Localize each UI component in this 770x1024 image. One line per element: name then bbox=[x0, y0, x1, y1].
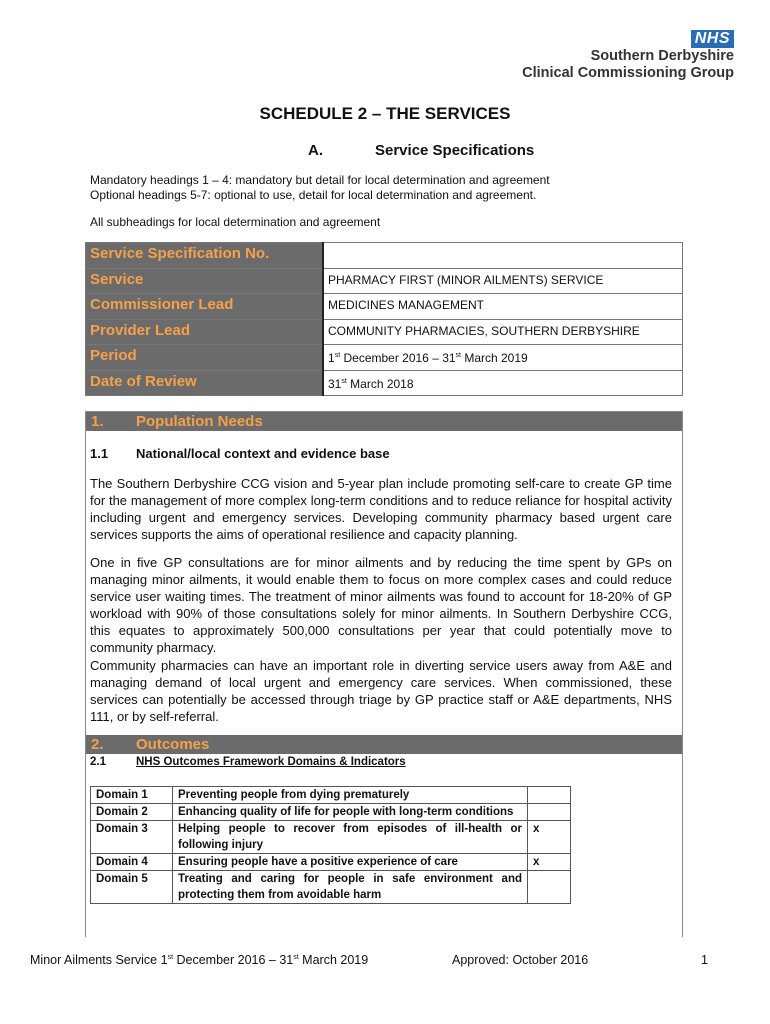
mark-cell bbox=[528, 787, 571, 804]
table-row bbox=[86, 345, 683, 371]
mark-cell: x bbox=[528, 821, 571, 854]
sup: st bbox=[341, 377, 347, 385]
intro-line: Optional headings 5-7: optional to use, detail for local determination and agreement. bbox=[90, 188, 537, 202]
section1-header bbox=[86, 412, 682, 431]
page-number: 1 bbox=[701, 953, 708, 967]
footer-left bbox=[30, 953, 368, 967]
table-row bbox=[86, 243, 683, 269]
paragraph: The Southern Derbyshire CCG vision and 5-year plan include promoting self-care to create GP time for the management of more complex long-term conditions and to reduce reliance for hospital activity including urgent and emergency services. Developing community pharmacy based urgent care services supports the aims of operational resilience and capacity planning. bbox=[90, 476, 672, 542]
domains-table bbox=[90, 786, 571, 904]
logo-line2: Clinical Commissioning Group bbox=[522, 65, 734, 81]
text: 1 bbox=[328, 351, 335, 365]
row-value: MEDICINES MANAGEMENT bbox=[323, 294, 683, 320]
text: December 2016 – 31 bbox=[340, 351, 456, 365]
sup: st bbox=[334, 352, 341, 359]
table-row bbox=[91, 804, 571, 821]
text: 31 bbox=[328, 376, 342, 391]
domain-cell: Domain 2 bbox=[91, 804, 173, 821]
nhs-badge: NHS bbox=[691, 30, 734, 48]
subsection-1-1 bbox=[90, 446, 390, 461]
row-label: Service Specification No. bbox=[86, 243, 324, 269]
sub-title: National/local context and evidence base bbox=[136, 446, 390, 461]
sub-num: 1.1 bbox=[90, 446, 109, 461]
row-label: Commissioner Lead bbox=[86, 294, 324, 320]
logo-line1: Southern Derbyshire bbox=[590, 48, 734, 64]
desc-cell: Treating and caring for people in safe environment and protecting them from avoidable harm bbox=[173, 871, 528, 904]
desc-cell: Preventing people from dying prematurely bbox=[173, 787, 528, 804]
table-row bbox=[86, 319, 683, 345]
domain-cell: Domain 1 bbox=[91, 787, 173, 804]
footer-approved: Approved: October 2016 bbox=[452, 953, 589, 967]
section-letter: A. bbox=[308, 142, 323, 159]
page-title: SCHEDULE 2 – THE SERVICES bbox=[259, 104, 511, 123]
text: Minor Ailments Service 1 bbox=[30, 953, 168, 967]
table-row bbox=[86, 268, 683, 294]
row-label: Provider Lead bbox=[86, 319, 324, 345]
row-value bbox=[323, 370, 683, 396]
row-label: Date of Review bbox=[86, 370, 324, 396]
row-label: Service bbox=[86, 268, 324, 294]
desc-cell: Ensuring people have a positive experience of care bbox=[173, 854, 528, 871]
desc-cell: Helping people to recover from episodes of ill-health or following injury bbox=[173, 821, 528, 854]
section-title: Population Needs bbox=[136, 413, 263, 430]
table-row bbox=[91, 871, 571, 904]
text: March 2018 bbox=[346, 376, 414, 391]
section-a-heading bbox=[308, 142, 534, 159]
sup: st bbox=[455, 352, 461, 359]
sup: st bbox=[293, 953, 299, 961]
domain-cell: Domain 5 bbox=[91, 871, 173, 904]
mark-cell bbox=[528, 871, 571, 904]
table-row bbox=[91, 821, 571, 854]
table-row bbox=[86, 370, 683, 396]
intro-line: All subheadings for local determination and agreement bbox=[90, 215, 381, 229]
intro-text bbox=[90, 173, 550, 230]
section-title: Outcomes bbox=[136, 736, 210, 753]
sub-title: NHS Outcomes Framework Domains & Indicators bbox=[136, 756, 406, 768]
section2-header bbox=[86, 735, 682, 754]
section-num: 2. bbox=[91, 736, 104, 753]
row-value bbox=[323, 345, 683, 371]
row-label: Period bbox=[86, 345, 324, 371]
intro-line: Mandatory headings 1 – 4: mandatory but detail for local determination and agreement bbox=[90, 173, 550, 187]
text: March 2019 bbox=[298, 953, 369, 967]
desc-cell: Enhancing quality of life for people with long-term conditions bbox=[173, 804, 528, 821]
subsection-2-1 bbox=[90, 756, 406, 768]
domain-cell: Domain 4 bbox=[91, 854, 173, 871]
section-num: 1. bbox=[91, 413, 104, 430]
text: December 2016 – 31 bbox=[173, 953, 294, 967]
sup: st bbox=[167, 953, 174, 961]
table-row bbox=[91, 854, 571, 871]
table-row bbox=[91, 787, 571, 804]
text: March 2019 bbox=[461, 351, 528, 365]
row-value bbox=[323, 243, 683, 269]
spec-table bbox=[85, 242, 683, 396]
paragraph: One in five GP consultations are for minor ailments and by reducing the time spent by GPs on managing minor ailments, it would enable them to focus on more complex cases and could reduce service user waiting times. The treatment of minor ailments was found to account for 18-20% of GP workload with 90% of those consultations solely for minor ailments. In Southern Derbyshire CCG, this equates to approximately 500,000 consultations per year that could potentially move to community pharmacy. bbox=[90, 555, 672, 655]
mark-cell: x bbox=[528, 854, 571, 871]
domain-cell: Domain 3 bbox=[91, 821, 173, 854]
paragraph: Community pharmacies can have an important role in diverting service users away from A&E and managing demand of local urgent and emergency care services. When commissioned, these services can potentially be accessed through triage by GP practice staff or A&E departments, NHS 111, or by self-referral. bbox=[90, 658, 672, 724]
table-row bbox=[86, 294, 683, 320]
row-value: PHARMACY FIRST (MINOR AILMENTS) SERVICE bbox=[323, 268, 683, 294]
mark-cell bbox=[528, 804, 571, 821]
section-title: Service Specifications bbox=[375, 142, 535, 159]
nhs-logo bbox=[522, 30, 734, 82]
sub-num: 2.1 bbox=[90, 756, 106, 768]
row-value: COMMUNITY PHARMACIES, SOUTHERN DERBYSHIRE bbox=[323, 319, 683, 345]
